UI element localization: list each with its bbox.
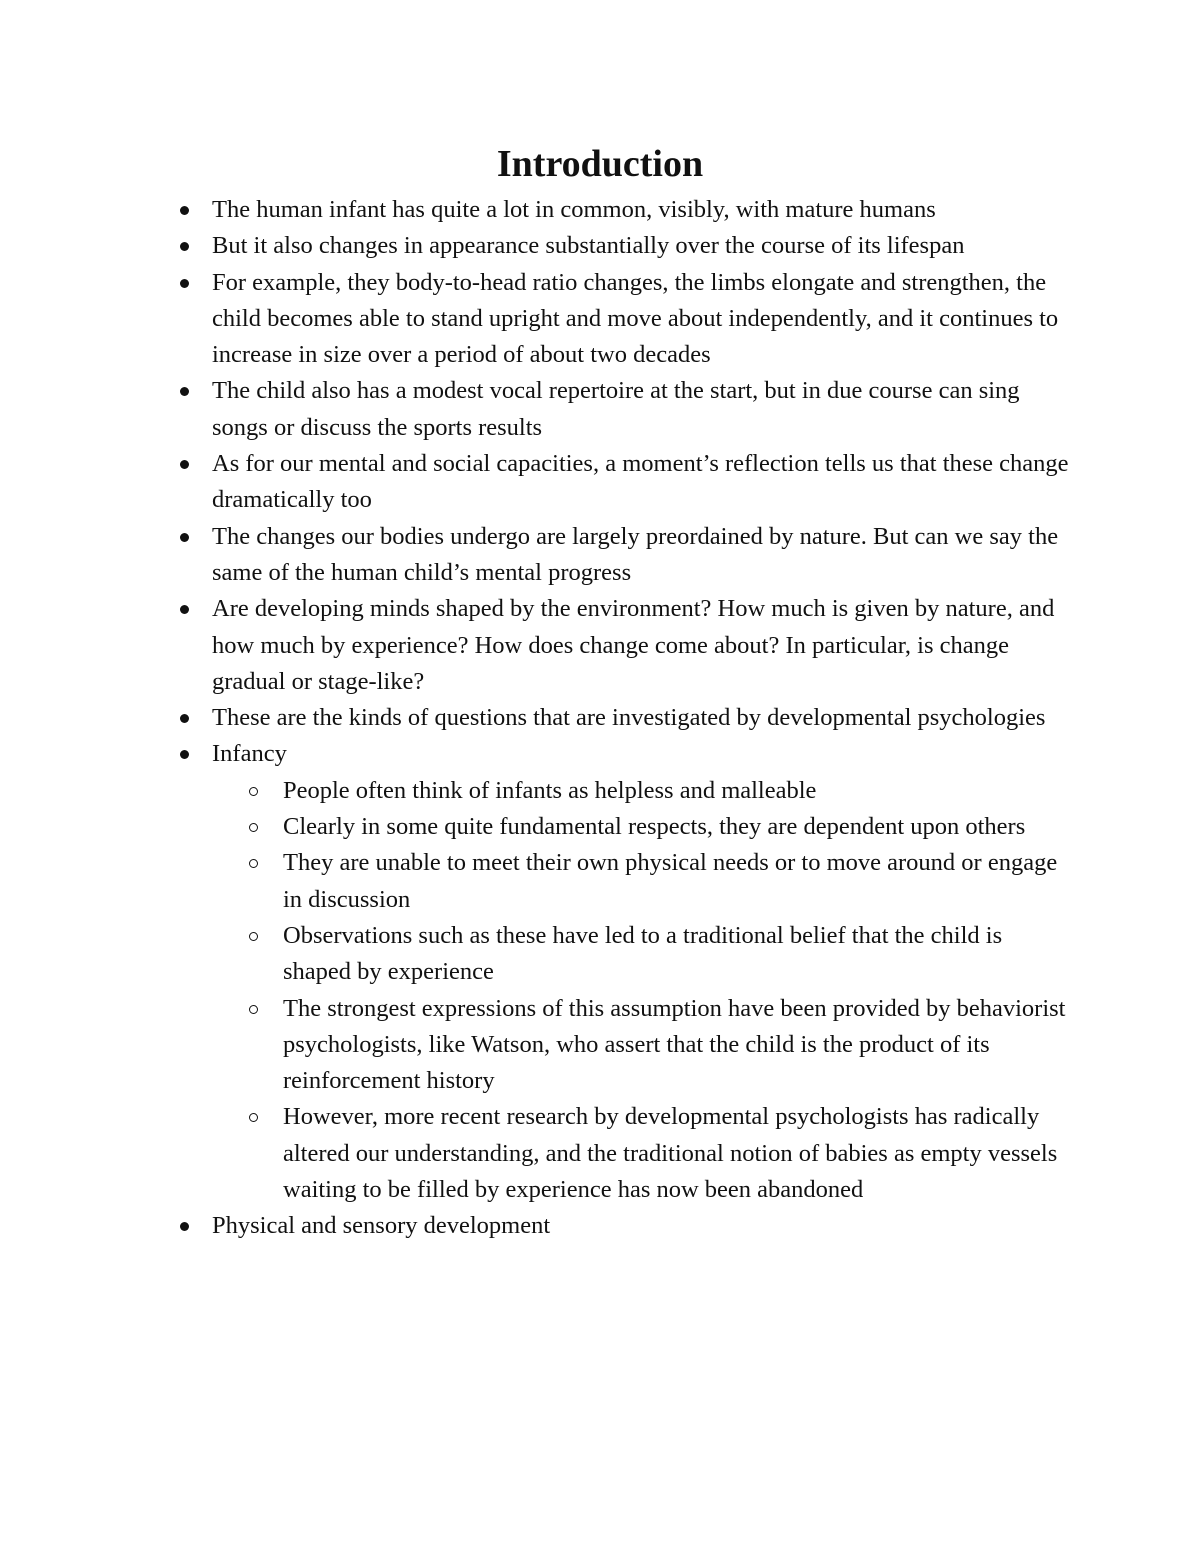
bullet-ring-icon (249, 823, 258, 832)
sub-list-item-text: Clearly in some quite fundamental respects, they are dependent upon others (283, 813, 1026, 841)
bullet-dot-icon (180, 460, 189, 469)
bullet-dot-icon (180, 533, 189, 542)
list-item (212, 591, 1072, 700)
sub-list-item (283, 773, 1072, 809)
infancy-sublist (212, 773, 1072, 1209)
bullet-ring-icon (249, 932, 258, 941)
bullet-dot-icon (180, 1222, 189, 1231)
bullet-ring-icon (249, 787, 258, 796)
list-item (212, 519, 1072, 592)
sub-list-item-text: People often think of infants as helpless and malleable (283, 776, 817, 804)
bullet-ring-icon (249, 1005, 258, 1014)
bullet-ring-icon (249, 1113, 258, 1122)
list-item-text: The human infant has quite a lot in common, visibly, with mature humans (212, 196, 936, 223)
sub-list-item-text: They are unable to meet their own physical needs or to move around or engage in discussion (283, 849, 1058, 913)
list-item (212, 700, 1072, 736)
list-item-text: But it also changes in appearance substantially over the course of its lifespan (212, 232, 965, 260)
bullet-dot-icon (180, 605, 189, 614)
list-item (212, 373, 1072, 446)
list-item (212, 265, 1072, 374)
sub-list-item (283, 991, 1072, 1100)
sub-list-item (283, 845, 1072, 918)
list-item-text: Physical and sensory development (212, 1212, 551, 1240)
page-title: Introduction (496, 143, 704, 185)
list-item (212, 1208, 1072, 1244)
bullet-dot-icon (180, 206, 189, 215)
bullet-list (212, 192, 1072, 1245)
list-item-text: Are developing minds shaped by the environment? How much is given by nature, and how much by experience? How does change come about? In particular, is change gradual or stage-like? (212, 595, 1055, 695)
bullet-dot-icon (180, 750, 189, 759)
list-item (212, 192, 1072, 228)
list-item (212, 228, 1072, 264)
sub-list-item (283, 809, 1072, 845)
bullet-dot-icon (180, 714, 189, 723)
bullet-dot-icon (180, 242, 189, 251)
sub-list-item-text: The strongest expressions of this assumption have been provided by behaviorist psychologists, like Watson, who assert that the child is the product of its reinforcement history (283, 994, 1066, 1095)
list-item-text: Infancy (212, 740, 287, 768)
bullet-dot-icon (180, 279, 189, 288)
bullet-dot-icon (180, 387, 189, 396)
sub-list-item (283, 918, 1072, 991)
list-item (212, 446, 1072, 519)
list-item-text: As for our mental and social capacities, a moment’s reflection tells us that these change dramatically too (212, 450, 1069, 514)
bullet-ring-icon (249, 859, 258, 868)
list-item-text: For example, they body-to-head ratio changes, the limbs elongate and strengthen, the child becomes able to stand upright and move about independently, and it continues to increase in size over a period of about two decades (212, 268, 1059, 369)
list-item-text: The changes our bodies undergo are largely preordained by nature. But can we say the same of the human child’s mental progress (212, 522, 1059, 586)
list-item-infancy (212, 736, 1072, 1208)
sub-list-item (283, 1099, 1072, 1208)
list-item-text: These are the kinds of questions that are investigated by developmental psychologies (212, 704, 1046, 732)
sub-list-item-text: However, more recent research by developmental psychologists has radically altered our understanding, and the traditional notion of babies as empty vessels waiting to be filled by experience has now been abandoned (283, 1103, 1058, 1204)
list-item-text: The child also has a modest vocal repertoire at the start, but in due course can sing songs or discuss the sports results (212, 377, 1020, 441)
sub-list-item-text: Observations such as these have led to a traditional belief that the child is shaped by experience (283, 921, 1003, 986)
